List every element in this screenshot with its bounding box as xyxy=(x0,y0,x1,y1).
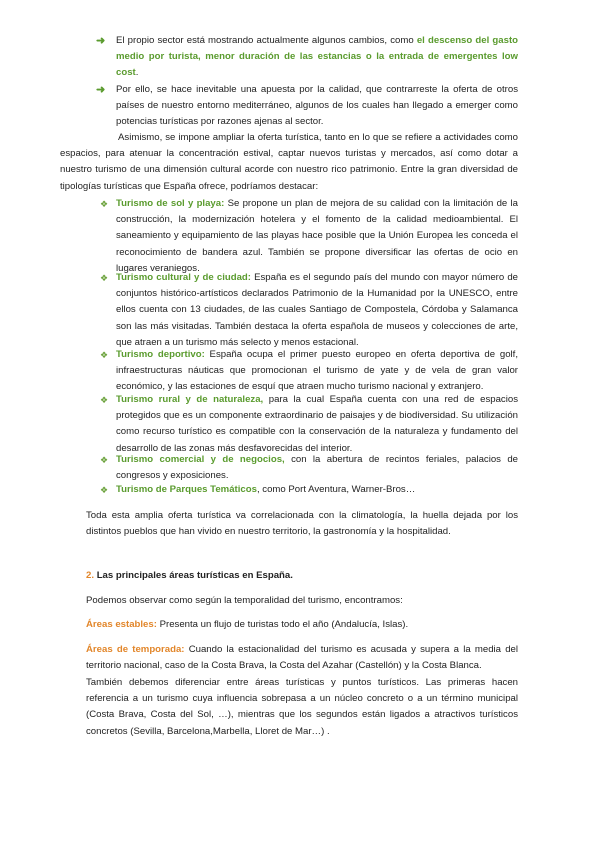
item-label: Turismo rural y de naturaleza, xyxy=(116,394,264,405)
area-paragraph: Áreas de temporada: Cuando la estacionalidad del turismo es acusada y supera a la media del territorio nacional, caso de la Costa Brava, la Costa del Azahar (Castellón) y la Costa Blanca. xyxy=(86,644,518,672)
diamond-icon: ❖ xyxy=(100,273,109,283)
arrow-right-icon: ➜ xyxy=(96,84,106,96)
item-label: Turismo deportivo: xyxy=(116,349,205,360)
diamond-icon: ❖ xyxy=(100,199,109,209)
area-paragraph: Áreas estables: Presenta un flujo de turistas todo el año (Andalucía, Islas). xyxy=(86,619,409,630)
section-number: 2. xyxy=(86,570,95,581)
item-label: Turismo de sol y playa: xyxy=(116,198,225,209)
intro-paragraph: Asimismo, se impone ampliar la oferta turística, tanto en lo que se refiere a actividades como espacios, para atenuar la concentración estival, captar nuevos turistas y mercados, así como dotar a nuestro turismo de una dimensión cultural acorde con nuestro rico patrimonio. Entre la gran diversidad de tipologías turísticas que España ofrece, podríamos destacar: xyxy=(60,132,518,192)
tourism-type-item: Turismo comercial y de negocios, con la abertura de recintos feriales, palacios de congresos y exposiciones. xyxy=(116,454,519,482)
item-label: Turismo cultural y de ciudad: xyxy=(116,272,251,283)
diamond-icon: ❖ xyxy=(100,395,109,405)
arrow-right-icon: ➜ xyxy=(96,35,106,47)
tourism-type-item: Turismo de Parques Temáticos, como Port Aventura, Warner-Bros… xyxy=(116,484,416,495)
bullet-paragraph: El propio sector está mostrando actualmente algunos cambios, como el descenso del gasto medio por turista, menor duración de las estancias o la entrada de emergentes low cost. xyxy=(116,35,518,79)
section-title: Las principales áreas turísticas en España. xyxy=(96,570,293,581)
item-label: Turismo de Parques Temáticos xyxy=(116,484,257,495)
bullet-paragraph: Por ello, se hace inevitable una apuesta por la calidad, que contrarreste la oferta de otros países de nuestro entorno mediterráneo, algunos de los cuales han llegado a emerger como potencias turísticas por razones ajenas al sector. xyxy=(116,84,518,128)
area-label: Áreas estables: xyxy=(86,619,157,630)
item-label: Turismo comercial y de negocios, xyxy=(116,454,285,465)
diamond-icon: ❖ xyxy=(100,485,109,495)
area-label: Áreas de temporada: xyxy=(86,644,185,655)
diamond-icon: ❖ xyxy=(100,350,109,360)
final-paragraph: También debemos diferenciar entre áreas turísticas y puntos turísticos. Las primeras hacen referencia a un turismo cuya influencia sobrepasa a un núcleo concreto o a un término municipal (Costa Brava, Costa del Sol, …), mientras que los segundos están ligados a atractivos turísticos concretos (Sevilla, Barcelona,Marbella, Lloret de Mar…) . xyxy=(86,677,518,737)
tourism-type-item: Turismo de sol y playa: Se propone un plan de mejora de su calidad con la limitación de la construcción, la modernización hotelera y el fomento de la calidad medioambiental. El saneamiento y equipamiento de las playas hace posible que la Unión Europea les conceda el reconocimiento de bandera azul. También se propone diversificar las ofertas de ocio en lugares veraniegos. xyxy=(116,198,518,274)
observe-paragraph: Podemos observar como según la temporalidad del turismo, encontramos: xyxy=(86,595,403,606)
tourism-type-item: Turismo cultural y de ciudad: España es el segundo país del mundo con mayor número de conjuntos histórico-artísticos declarados Patrimonio de la Humanidad por la UNESCO, entre ellos cuenta con 13 ciudades, de las cuales Santiago de Compostela, Córdoba y Salamanca son las más visitadas. También destaca la oferta española de museos y colecciones de arte, que atraen a un turismo más selecto y menos estacional. xyxy=(116,272,518,348)
tourism-type-item: Turismo deportivo: España ocupa el primer puesto europeo en oferta deportiva de golf, infraestructuras náuticas que promocionan el turismo de yate y de vela de gran valor económico, y las estaciones de esquí que atraen mucho turismo nacional y extranjero. xyxy=(116,349,518,393)
section-heading xyxy=(86,568,518,584)
closing-paragraph: Toda esta amplia oferta turística va correlacionada con la climatología, la huella dejada por los distintos pueblos que han vivido en nuestro territorio, la gastronomía y la hospitalidad. xyxy=(86,510,518,538)
highlight-text: el descenso del gasto medio por turista, menor duración de las estancias o la entrada de emergentes low cost xyxy=(116,35,518,79)
diamond-icon: ❖ xyxy=(100,455,109,465)
tourism-type-item: Turismo rural y de naturaleza, para la cual España cuenta con una red de espacios protegidos que es un componente extraordinario de paisajes y de biodiversidad. Su utilización como recurso turístico es compatible con la conservación de la naturaleza y fundamento del desarrollo de las zonas más desfavorecidas del interior. xyxy=(116,394,518,454)
